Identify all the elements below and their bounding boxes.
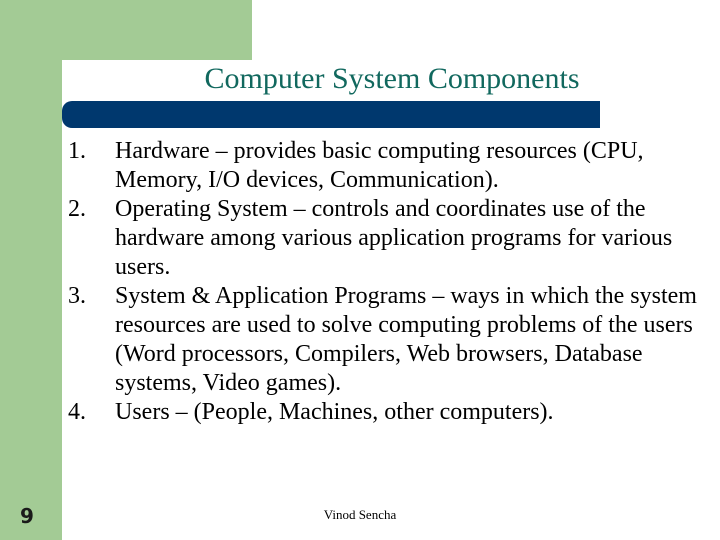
list-item-text: Operating System – controls and coordinates use of the hardware among various application programs for various users. bbox=[115, 196, 673, 280]
green-side-bar bbox=[0, 0, 62, 540]
list-item bbox=[68, 398, 718, 427]
list-item-text: Users – (People, Machines, other computers). bbox=[115, 399, 554, 425]
footer-author: Vinod Sencha bbox=[323, 507, 397, 522]
slide-title: Computer System Components bbox=[204, 62, 580, 95]
component-list bbox=[68, 137, 718, 427]
list-item-text: System & Application Programs – ways in which the system resources are used to solve computing problems of the users (Word processors, Compilers, Web browsers, Database systems, Video games). bbox=[115, 283, 697, 396]
list-item-number: 3. bbox=[68, 283, 86, 309]
green-top-block bbox=[62, 0, 252, 60]
slide-number: 9 bbox=[20, 504, 34, 528]
list-item-number: 2. bbox=[68, 196, 86, 222]
list-item-number: 1. bbox=[68, 138, 86, 164]
list-item bbox=[68, 282, 718, 398]
title-underline-bar bbox=[62, 101, 600, 128]
list-item bbox=[68, 195, 718, 282]
list-item-number: 4. bbox=[68, 399, 86, 425]
list-item-text: Hardware – provides basic computing resources (CPU, Memory, I/O devices, Communication). bbox=[115, 138, 644, 193]
list-item bbox=[68, 137, 718, 195]
